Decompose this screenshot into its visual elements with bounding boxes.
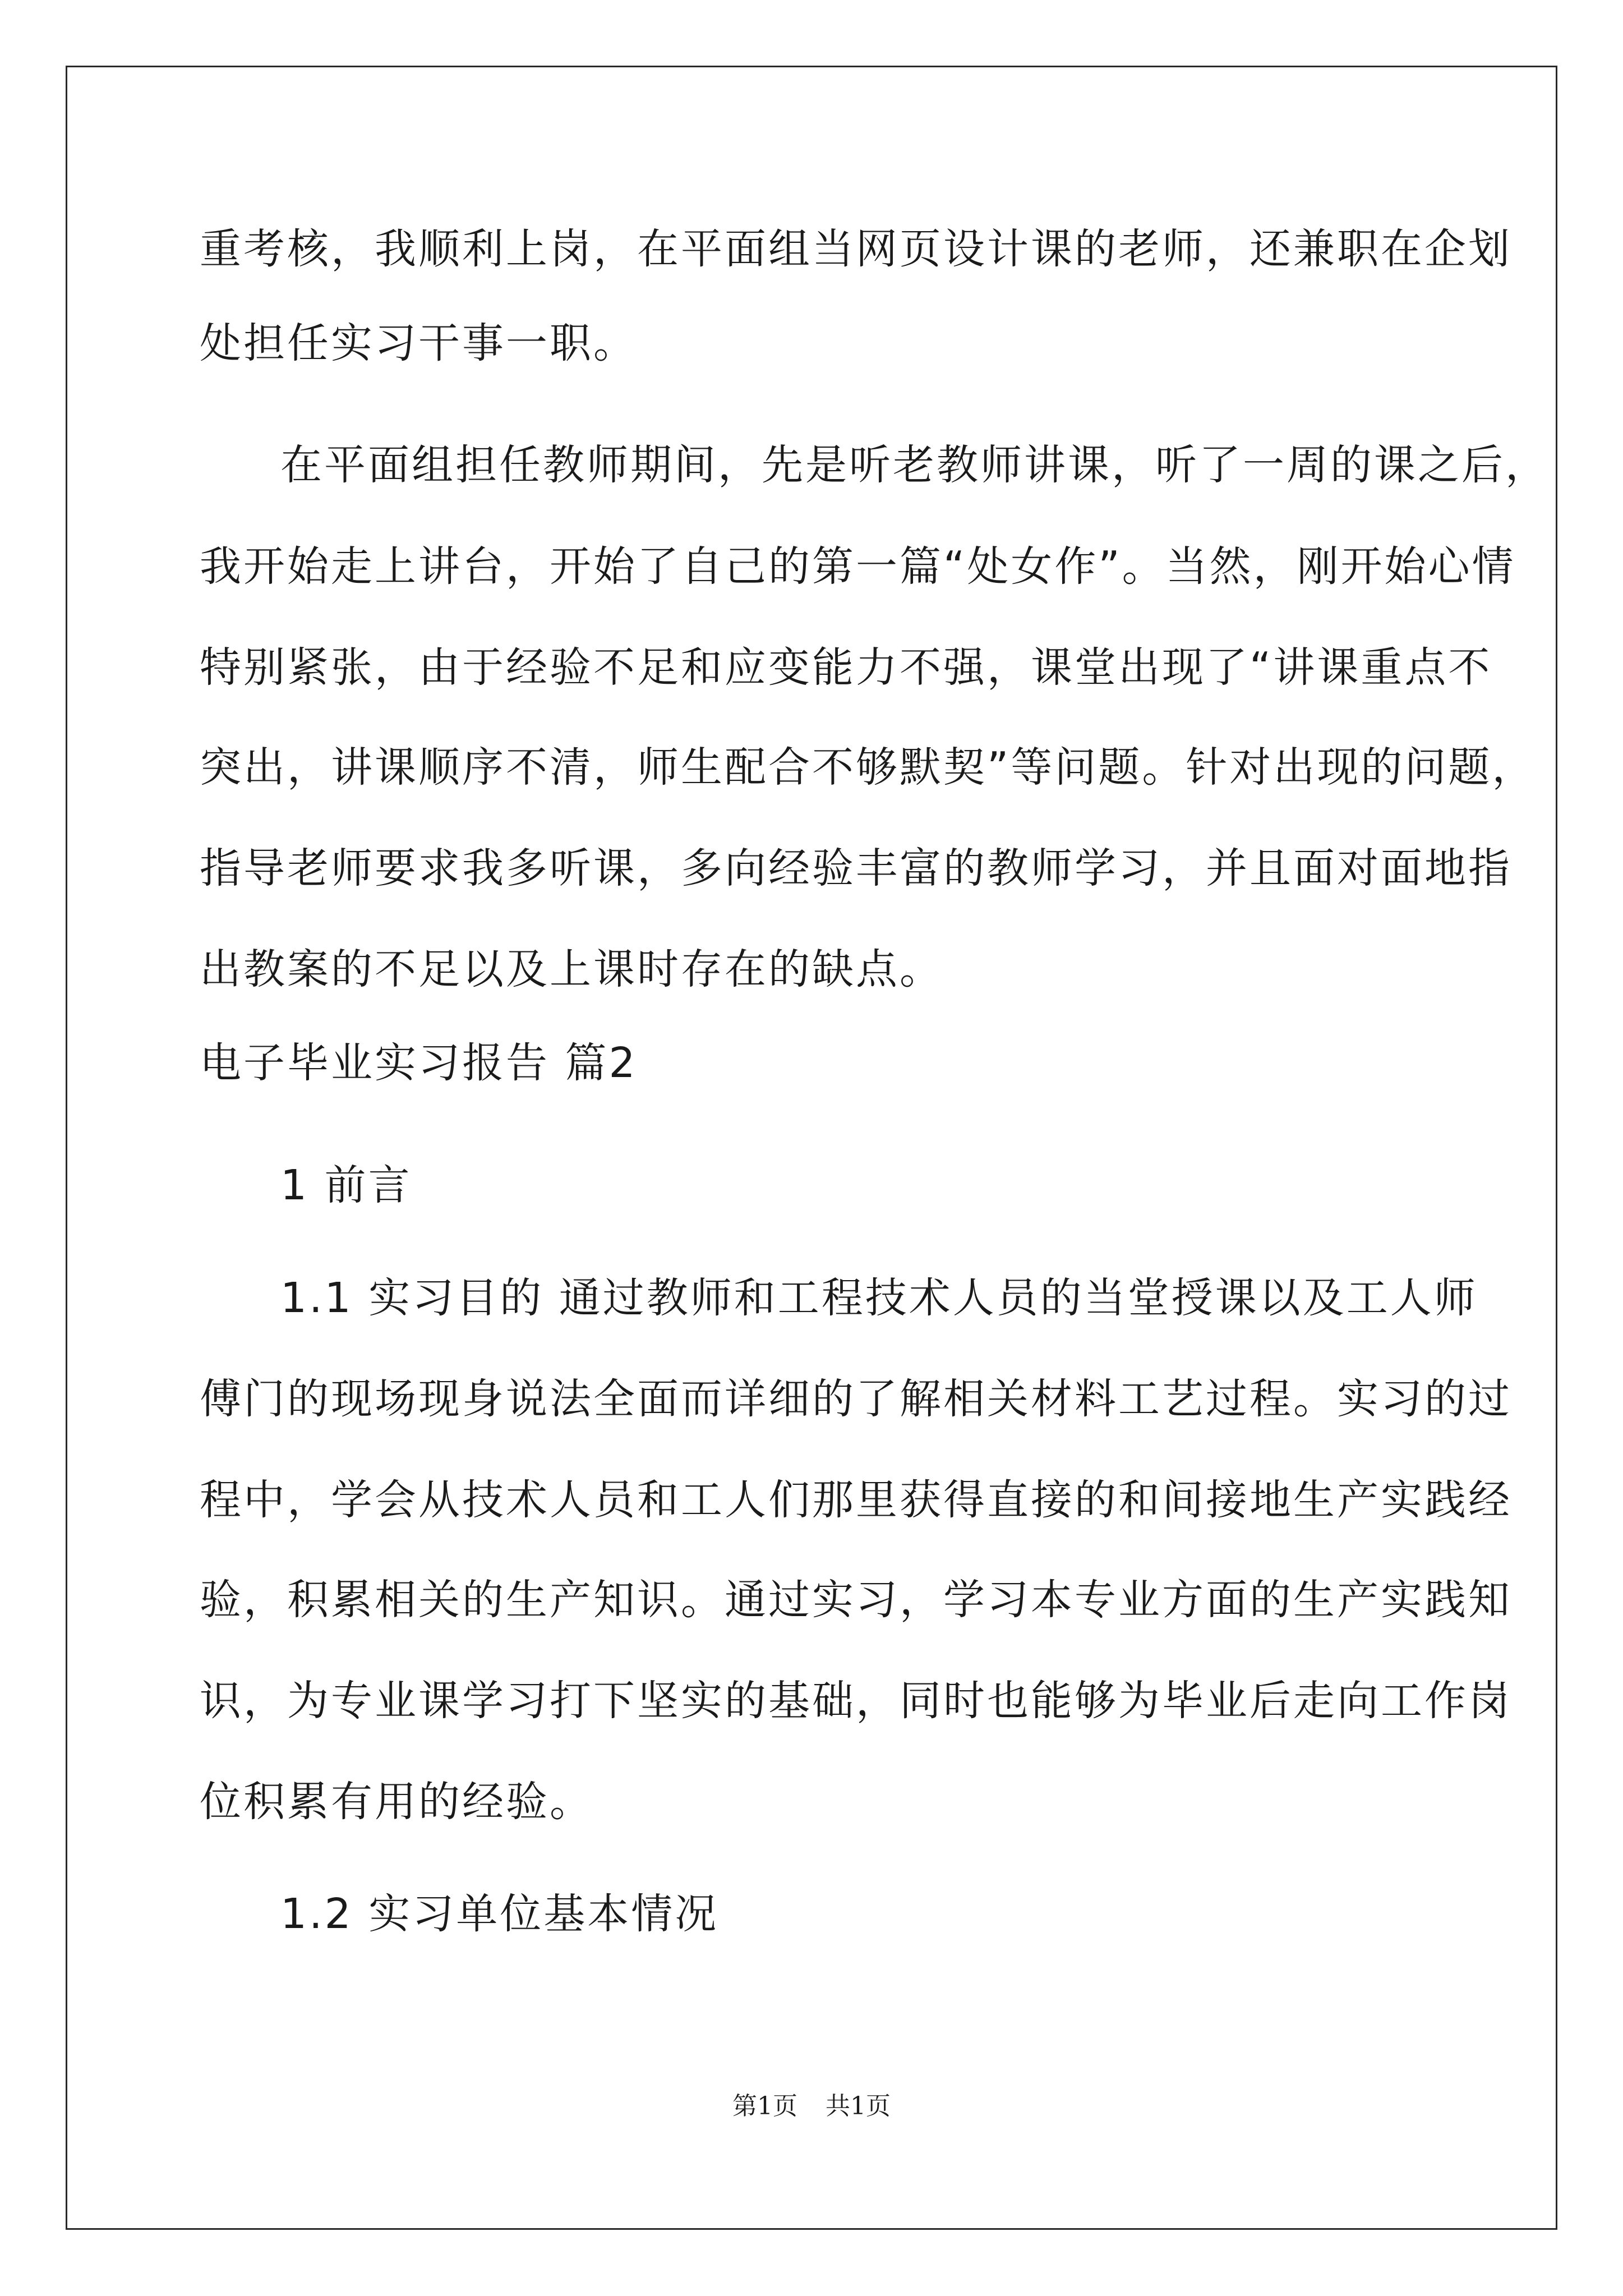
page-number: 第1页 [732, 2092, 797, 2120]
paragraph-line: 位积累有用的经验。 [200, 1778, 593, 1826]
paragraph-line: 在平面组担任教师期间，先是听老教师讲课，听了一周的课之后， [280, 441, 1549, 489]
paragraph-line: 我开始走上讲台，开始了自己的第一篇“处女作”。当然，刚开始心情 [200, 542, 1516, 591]
page-footer [0, 2090, 1623, 2123]
paragraph-line: 傅门的现场现身说法全面而详细的了解相关材料工艺过程。实习的过 [200, 1375, 1512, 1423]
paragraph-line: 验，积累相关的生产知识。通过实习，学习本专业方面的生产实践知 [200, 1576, 1512, 1624]
paragraph-line: 程中，学会从技术人员和工人们那里获得直接的和间接地生产实践经 [200, 1476, 1512, 1524]
paragraph-line: 指导老师要求我多听课，多向经验丰富的教师学习，并且面对面地指 [200, 844, 1512, 892]
paragraph-line: 识，为专业课学习打下坚实的基础，同时也能够为毕业后走向工作岗 [200, 1677, 1512, 1725]
page-total: 共1页 [826, 2092, 891, 2120]
paragraph-line: 特别紧张，由于经验不足和应变能力不强，课堂出现了“讲课重点不 [200, 643, 1492, 692]
section-subheading: 1.2 实习单位基本情况 [280, 1890, 719, 1938]
paragraph-line: 突出，讲课顺序不清，师生配合不够默契”等问题。针对出现的问题， [200, 743, 1536, 792]
section-heading: 电子毕业实习报告 篇2 [200, 1039, 638, 1087]
section-subheading: 1 前言 [280, 1161, 412, 1209]
paragraph-line: 处担任实习干事一职。 [200, 319, 637, 367]
paragraph-line: 出教案的不足以及上课时存在的缺点。 [200, 945, 943, 993]
paragraph-line: 重考核，我顺利上岗，在平面组当网页设计课的老师，还兼职在企划 [200, 225, 1512, 273]
paragraph-line: 1.1 实习目的 通过教师和工程技术人员的当堂授课以及工人师 [280, 1274, 1478, 1322]
